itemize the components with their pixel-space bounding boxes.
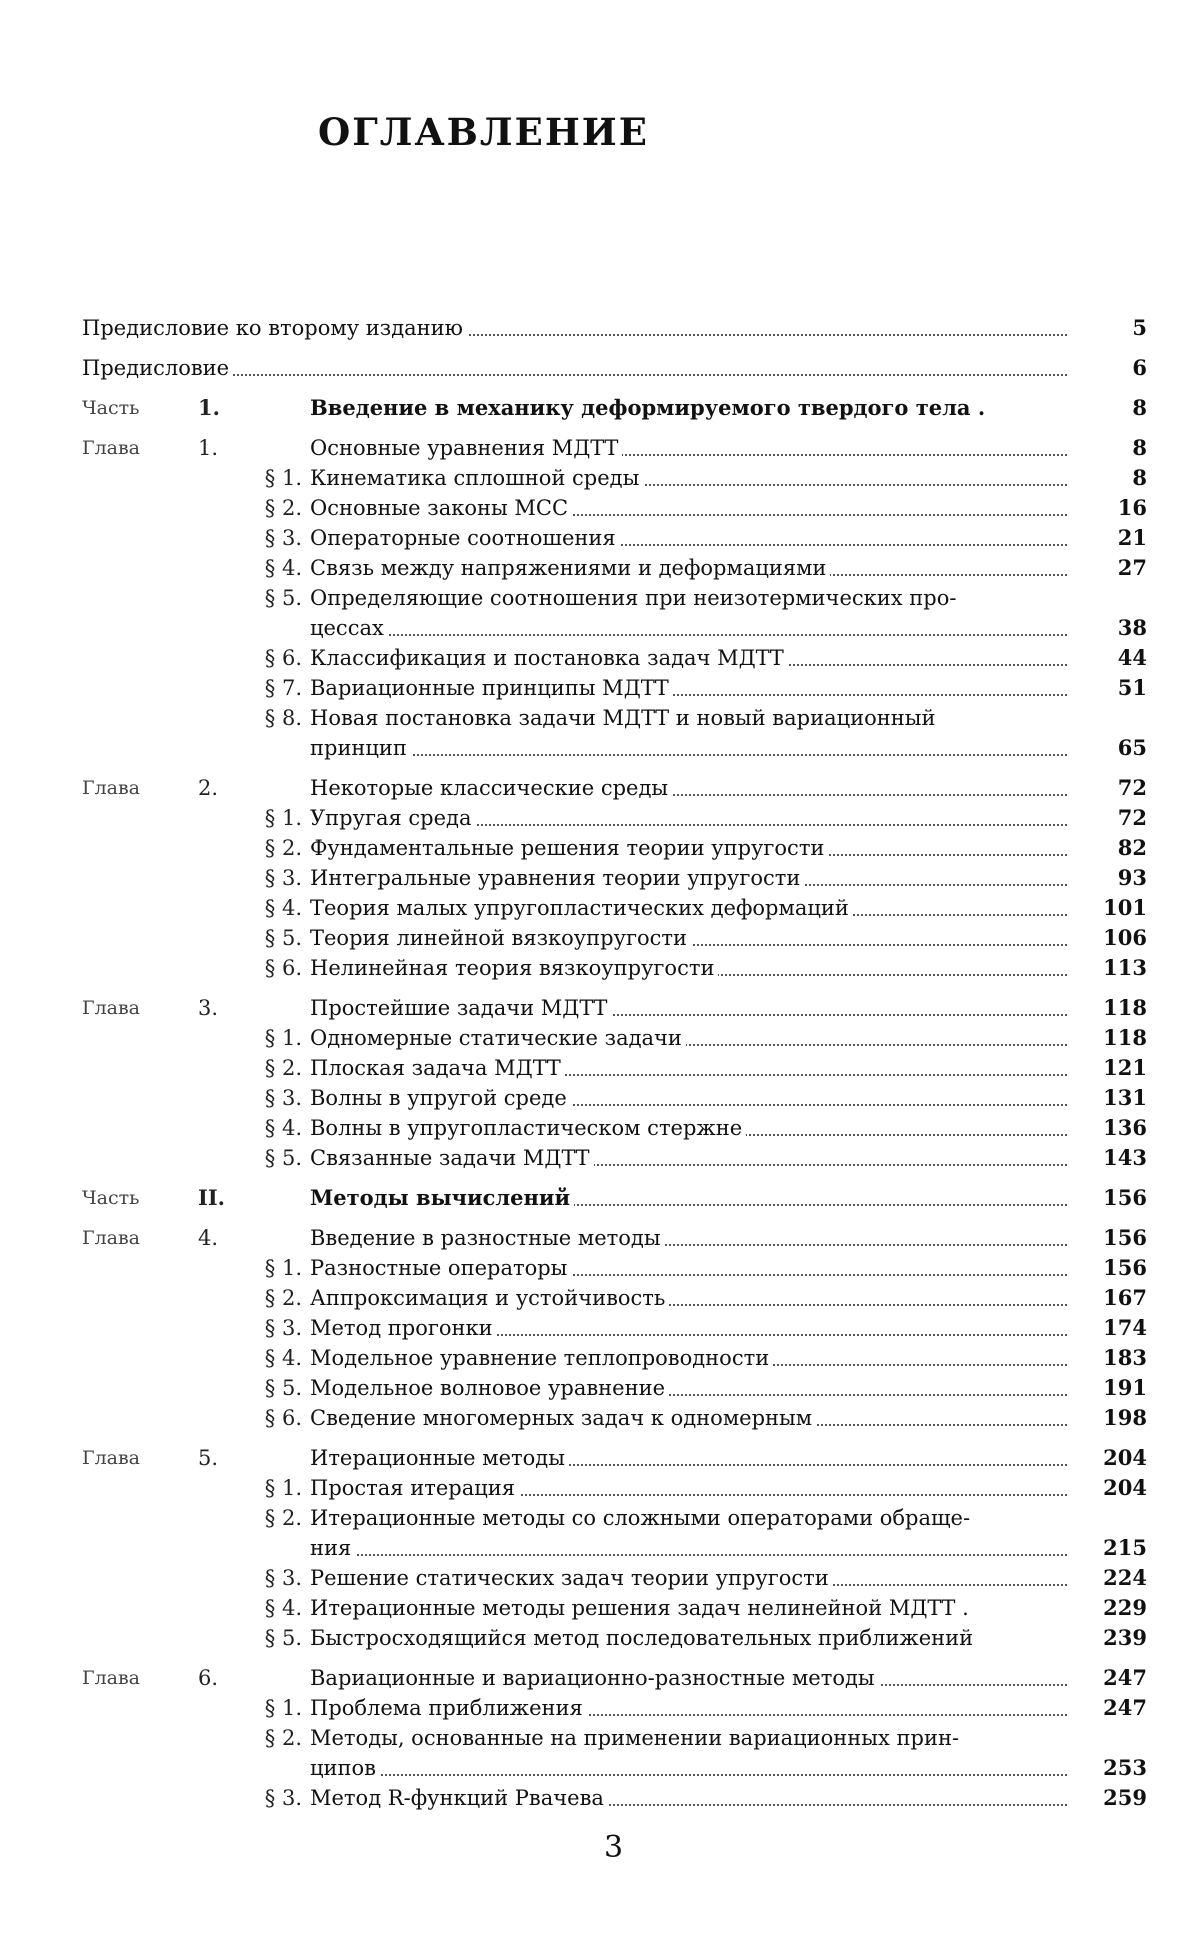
toc-entry [82, 1343, 1147, 1373]
toc-entry-page: 143 [1103, 1145, 1147, 1170]
toc-entry-number: § 6. [264, 646, 302, 670]
toc-entry-text: Проблема приближения [310, 1693, 1067, 1723]
toc-entry-text: Интегральные уравнения теории упругости [310, 863, 1067, 893]
toc-entry-kind: Глава [82, 1667, 141, 1689]
toc-entry [82, 583, 1147, 613]
toc-entry [82, 1473, 1147, 1503]
toc-entry-page: 131 [1103, 1085, 1147, 1110]
toc-entry-text: Определяющие соотношения при неизотермических про- [310, 583, 1067, 613]
toc-entry [82, 353, 1147, 383]
toc-entry [82, 1443, 1147, 1473]
toc-entry-page: 106 [1103, 925, 1147, 950]
toc-entry-page: 51 [1117, 675, 1147, 700]
toc-entry-number: § 4. [264, 1346, 302, 1370]
toc-entry-text: Основные законы МСС [310, 493, 1067, 523]
toc-entry-text: Методы вычислений [310, 1183, 1067, 1213]
toc-entry [82, 643, 1147, 673]
toc-entry-number: § 8. [264, 706, 302, 730]
toc-entry-text: Предисловие [82, 353, 1067, 383]
toc-entry-number: II. [198, 1185, 225, 1210]
toc-entry [82, 433, 1147, 463]
toc-entry-text: Теория малых упругопластических деформаций [310, 893, 1067, 923]
toc-entry-page: 167 [1103, 1285, 1147, 1310]
toc-entry-number: § 4. [264, 1116, 302, 1140]
toc-entry-text: Кинематика сплошной среды [310, 463, 1067, 493]
toc-entry-page: 6 [1132, 355, 1147, 380]
toc-entry-number: 1. [198, 395, 220, 420]
toc-entry-page: 253 [1103, 1755, 1147, 1780]
toc-entry-kind: Часть [82, 397, 140, 419]
toc-entry-text: Плоская задача МДТТ [310, 1053, 1067, 1083]
toc-entry [82, 613, 1147, 643]
toc-entry-text: Быстросходящийся метод последовательных приближений [310, 1623, 1067, 1653]
toc-entry-text: цессах [310, 613, 1067, 643]
toc-entry-number: § 7. [264, 676, 302, 700]
toc-entry [82, 893, 1147, 923]
toc-entry [82, 1693, 1147, 1723]
toc-entry-text: Связь между напряжениями и деформациями [310, 553, 1067, 583]
toc-entry [82, 773, 1147, 803]
toc-entry-number: § 1. [264, 1256, 302, 1280]
toc-entry-page: 191 [1103, 1375, 1147, 1400]
toc-entry-page: 204 [1103, 1475, 1147, 1500]
page-title: ОГЛАВЛЕНИЕ [318, 110, 649, 154]
toc-entry [82, 1503, 1147, 1533]
toc-entry-number: 5. [198, 1446, 219, 1470]
toc-entry-text: Предисловие ко второму изданию [82, 313, 1067, 343]
toc-entry-page: 8 [1132, 435, 1147, 460]
toc-entry-page: 247 [1103, 1695, 1147, 1720]
toc-entry-number: 3. [198, 996, 219, 1020]
toc-entry-text: Разностные операторы [310, 1253, 1067, 1283]
toc-entry [82, 463, 1147, 493]
toc-entry [82, 1753, 1147, 1783]
toc-entry [82, 993, 1147, 1023]
toc-entry-text: Связанные задачи МДТТ [310, 1143, 1067, 1173]
toc-entry-page: 183 [1103, 1345, 1147, 1370]
toc-entry-text: Модельное уравнение теплопроводности [310, 1343, 1067, 1373]
toc-entry-number: § 2. [264, 1506, 302, 1530]
toc-entry [82, 1053, 1147, 1083]
toc-entry-number: § 4. [264, 896, 302, 920]
toc-entry [82, 923, 1147, 953]
toc-entry-number: § 1. [264, 1696, 302, 1720]
toc-entry-page: 156 [1103, 1225, 1147, 1250]
toc-entry-page: 44 [1117, 645, 1147, 670]
toc-entry [82, 733, 1147, 763]
toc-entry [82, 493, 1147, 523]
toc-entry-page: 16 [1117, 495, 1147, 520]
toc-entry-kind: Глава [82, 1227, 141, 1249]
toc-entry-page: 21 [1117, 525, 1147, 550]
toc-entry-number: § 2. [264, 836, 302, 860]
toc-entry-number: § 1. [264, 806, 302, 830]
toc-entry-text: Простая итерация [310, 1473, 1067, 1503]
toc-entry-number: § 4. [264, 1596, 302, 1620]
toc-entry-page: 5 [1132, 315, 1147, 340]
toc-entry-number: 6. [198, 1666, 219, 1690]
toc-entry-number: § 2. [264, 1056, 302, 1080]
toc-entry [82, 393, 1147, 423]
toc-entry-text: Введение в механику деформируемого твердого тела . [310, 393, 1067, 423]
toc-entry-text: Простейшие задачи МДТТ [310, 993, 1067, 1023]
toc-entry-page: 224 [1103, 1565, 1147, 1590]
toc-entry-kind: Глава [82, 997, 141, 1019]
toc-entry-text: Теория линейной вязкоупругости [310, 923, 1067, 953]
toc-entry-page: 198 [1103, 1405, 1147, 1430]
toc-entry [82, 703, 1147, 733]
toc-entry [82, 1083, 1147, 1113]
toc-entry-page: 215 [1103, 1535, 1147, 1560]
toc-entry-number: § 1. [264, 1026, 302, 1050]
toc-entry [82, 1143, 1147, 1173]
toc-entry-number: 4. [198, 1226, 219, 1250]
toc-entry-page: 27 [1117, 555, 1147, 580]
toc-entry [82, 523, 1147, 553]
toc-entry [82, 1623, 1147, 1653]
toc-entry-text: Модельное волновое уравнение [310, 1373, 1067, 1403]
toc-entry-text: Введение в разностные методы [310, 1223, 1067, 1253]
table-of-contents [82, 313, 1147, 1813]
toc-entry-number: § 1. [264, 1476, 302, 1500]
toc-entry [82, 1373, 1147, 1403]
toc-entry-text: Классификация и постановка задач МДТТ [310, 643, 1067, 673]
toc-entry-text: Упругая среда [310, 803, 1067, 833]
toc-entry [82, 1663, 1147, 1693]
toc-entry [82, 1253, 1147, 1283]
toc-entry [82, 953, 1147, 983]
toc-entry-number: § 5. [264, 586, 302, 610]
toc-entry-page: 8 [1132, 465, 1147, 490]
toc-entry-number: § 6. [264, 956, 302, 980]
toc-entry-text: Метод прогонки [310, 1313, 1067, 1343]
toc-entry-page: 38 [1117, 615, 1147, 640]
toc-entry-page: 259 [1103, 1785, 1147, 1810]
toc-entry-text: Одномерные статические задачи [310, 1023, 1067, 1053]
toc-entry-number: § 3. [264, 1786, 302, 1810]
toc-entry-number: § 2. [264, 1726, 302, 1750]
toc-entry-text: Методы, основанные на применении вариационных прин- [310, 1723, 1067, 1753]
toc-entry-number: 1. [198, 436, 219, 460]
toc-entry-number: § 2. [264, 1286, 302, 1310]
toc-entry-number: § 5. [264, 1146, 302, 1170]
toc-entry-text: Операторные соотношения [310, 523, 1067, 553]
toc-entry [82, 1593, 1147, 1623]
toc-entry-kind: Глава [82, 437, 141, 459]
toc-entry-page: 72 [1117, 775, 1147, 800]
toc-entry-text: Вариационные принципы МДТТ [310, 673, 1067, 703]
toc-entry-text: Метод R-функций Рвачева [310, 1783, 1067, 1813]
toc-entry-text: Аппроксимация и устойчивость [310, 1283, 1067, 1313]
toc-entry [82, 1403, 1147, 1433]
toc-entry-page: 8 [1132, 395, 1147, 420]
toc-entry-text: Волны в упругопластическом стержне [310, 1113, 1067, 1143]
toc-entry-page: 156 [1103, 1185, 1147, 1210]
toc-entry-page: 239 [1103, 1625, 1147, 1650]
toc-entry [82, 863, 1147, 893]
toc-entry [82, 673, 1147, 703]
toc-entry-text: Сведение многомерных задач к одномерным [310, 1403, 1067, 1433]
toc-entry-page: 204 [1103, 1445, 1147, 1470]
toc-entry-text: Итерационные методы [310, 1443, 1067, 1473]
toc-entry-number: § 3. [264, 1086, 302, 1110]
toc-entry-page: 72 [1117, 805, 1147, 830]
toc-entry-kind: Часть [82, 1187, 140, 1209]
toc-entry [82, 1313, 1147, 1343]
toc-entry-text: Основные уравнения МДТТ [310, 433, 1067, 463]
toc-entry-page: 93 [1117, 865, 1147, 890]
page-number: 3 [604, 1830, 624, 1865]
toc-entry [82, 1723, 1147, 1753]
toc-entry [82, 1783, 1147, 1813]
toc-entry-number: § 5. [264, 1376, 302, 1400]
toc-entry [82, 1563, 1147, 1593]
toc-entry [82, 1113, 1147, 1143]
toc-entry [82, 1533, 1147, 1563]
toc-entry-text: Вариационные и вариационно-разностные методы [310, 1663, 1067, 1693]
toc-entry-text: Решение статических задач теории упругости [310, 1563, 1067, 1593]
toc-entry [82, 1023, 1147, 1053]
toc-entry-number: 2. [198, 776, 219, 800]
toc-entry [82, 833, 1147, 863]
toc-entry-kind: Глава [82, 1447, 141, 1469]
toc-entry-text: Некоторые классические среды [310, 773, 1067, 803]
toc-entry-text: Фундаментальные решения теории упругости [310, 833, 1067, 863]
toc-entry-number: § 5. [264, 1626, 302, 1650]
toc-entry-page: 113 [1103, 955, 1147, 980]
toc-entry [82, 553, 1147, 583]
toc-entry-text: Итерационные методы решения задач нелинейной МДТТ . [310, 1593, 1067, 1623]
toc-entry-page: 82 [1117, 835, 1147, 860]
toc-entry-page: 174 [1103, 1315, 1147, 1340]
toc-entry-page: 101 [1103, 895, 1147, 920]
toc-entry-number: § 6. [264, 1406, 302, 1430]
toc-entry [82, 1223, 1147, 1253]
toc-entry-text: Новая постановка задачи МДТТ и новый вариационный [310, 703, 1067, 733]
toc-entry-number: § 3. [264, 1316, 302, 1340]
toc-entry [82, 1183, 1147, 1213]
toc-entry-page: 247 [1103, 1665, 1147, 1690]
toc-entry [82, 313, 1147, 343]
toc-entry-number: § 3. [264, 866, 302, 890]
toc-entry-number: § 3. [264, 526, 302, 550]
toc-entry-number: § 2. [264, 496, 302, 520]
toc-entry-page: 156 [1103, 1255, 1147, 1280]
toc-entry-number: § 4. [264, 556, 302, 580]
toc-entry-text: Волны в упругой среде [310, 1083, 1067, 1113]
toc-entry-page: 229 [1103, 1595, 1147, 1620]
toc-entry-number: § 3. [264, 1566, 302, 1590]
toc-entry-page: 118 [1103, 995, 1147, 1020]
toc-entry [82, 1283, 1147, 1313]
toc-entry-number: § 5. [264, 926, 302, 950]
toc-entry-number: § 1. [264, 466, 302, 490]
toc-entry-text: принцип [310, 733, 1067, 763]
toc-entry-page: 118 [1103, 1025, 1147, 1050]
toc-entry-text: ния [310, 1533, 1067, 1563]
toc-entry-page: 121 [1103, 1055, 1147, 1080]
toc-entry [82, 803, 1147, 833]
toc-entry-text: Итерационные методы со сложными операторами обраще- [310, 1503, 1067, 1533]
toc-entry-text: ципов [310, 1753, 1067, 1783]
toc-entry-page: 136 [1103, 1115, 1147, 1140]
toc-entry-kind: Глава [82, 777, 141, 799]
toc-entry-text: Нелинейная теория вязкоупругости [310, 953, 1067, 983]
toc-entry-page: 65 [1117, 735, 1147, 760]
